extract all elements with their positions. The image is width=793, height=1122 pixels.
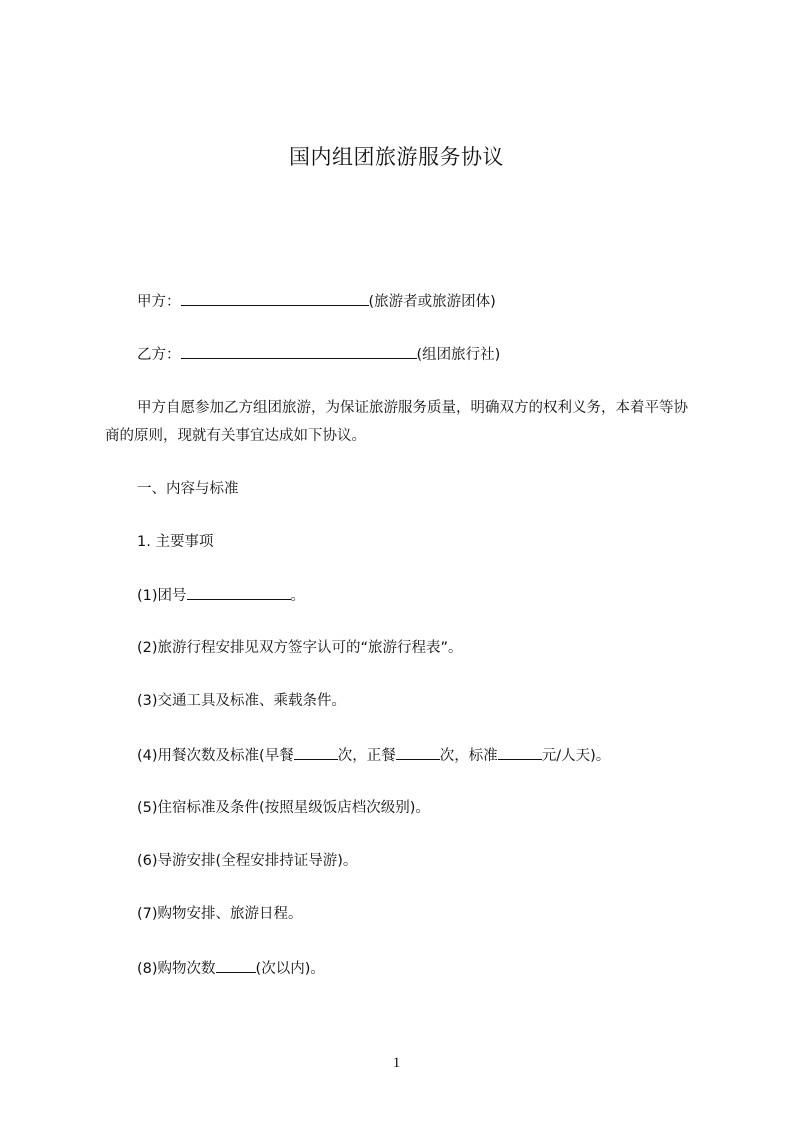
item-8	[137, 958, 325, 979]
meal-count-blank[interactable]	[396, 745, 440, 760]
document-title: 国内组团旅游服务协议	[289, 145, 504, 169]
section-heading: 一、内容与标准	[137, 481, 239, 497]
item-7: (7)购物安排、旅游日程。	[137, 906, 303, 922]
item-5: (5)住宿标准及条件(按照星级饭店档次级别)。	[137, 800, 430, 816]
item-4-text-4: 元/人天)。	[541, 748, 611, 764]
page-number: 1	[392, 1055, 401, 1071]
subsection-heading: 1. 主要事项	[137, 534, 214, 550]
group-number-blank[interactable]	[187, 585, 291, 600]
party-b-note: (组团旅行社)	[416, 347, 501, 363]
item-2: (2)旅游行程安排见双方签字认可的“旅游行程表”。	[137, 640, 463, 656]
party-a-blank[interactable]	[181, 291, 369, 306]
party-b-line	[137, 344, 500, 365]
meal-standard-blank[interactable]	[498, 745, 542, 760]
shopping-count-blank[interactable]	[216, 958, 256, 973]
item-4	[137, 745, 610, 766]
item-8-suffix: (次以内)。	[255, 961, 325, 977]
party-a-note: (旅游者或旅游团体)	[368, 294, 496, 310]
item-1	[137, 585, 305, 606]
party-a-label: 甲方：	[137, 294, 181, 310]
party-b-label: 乙方：	[137, 347, 181, 363]
intro-paragraph: 甲方自愿参加乙方组团旅游，为保证旅游服务质量，明确双方的权利义务，本着平等协商的原则，现就有关事宜达成如下协议。	[105, 400, 688, 444]
item-4-text-1: (4)用餐次数及标准(早餐	[137, 748, 294, 764]
item-8-text: (8)购物次数	[137, 961, 216, 977]
item-1-text: (1)团号	[137, 588, 187, 604]
item-6: (6)导游安排(全程安排持证导游)。	[137, 853, 358, 869]
item-3: (3)交通工具及标准、乘载条件。	[137, 693, 347, 709]
item-4-text-3: 次，标准	[439, 748, 498, 764]
item-4-text-2: 次，正餐	[337, 748, 396, 764]
party-a-line	[137, 291, 496, 312]
item-1-suffix: 。	[290, 588, 306, 604]
party-b-blank[interactable]	[181, 344, 417, 359]
breakfast-count-blank[interactable]	[294, 745, 338, 760]
